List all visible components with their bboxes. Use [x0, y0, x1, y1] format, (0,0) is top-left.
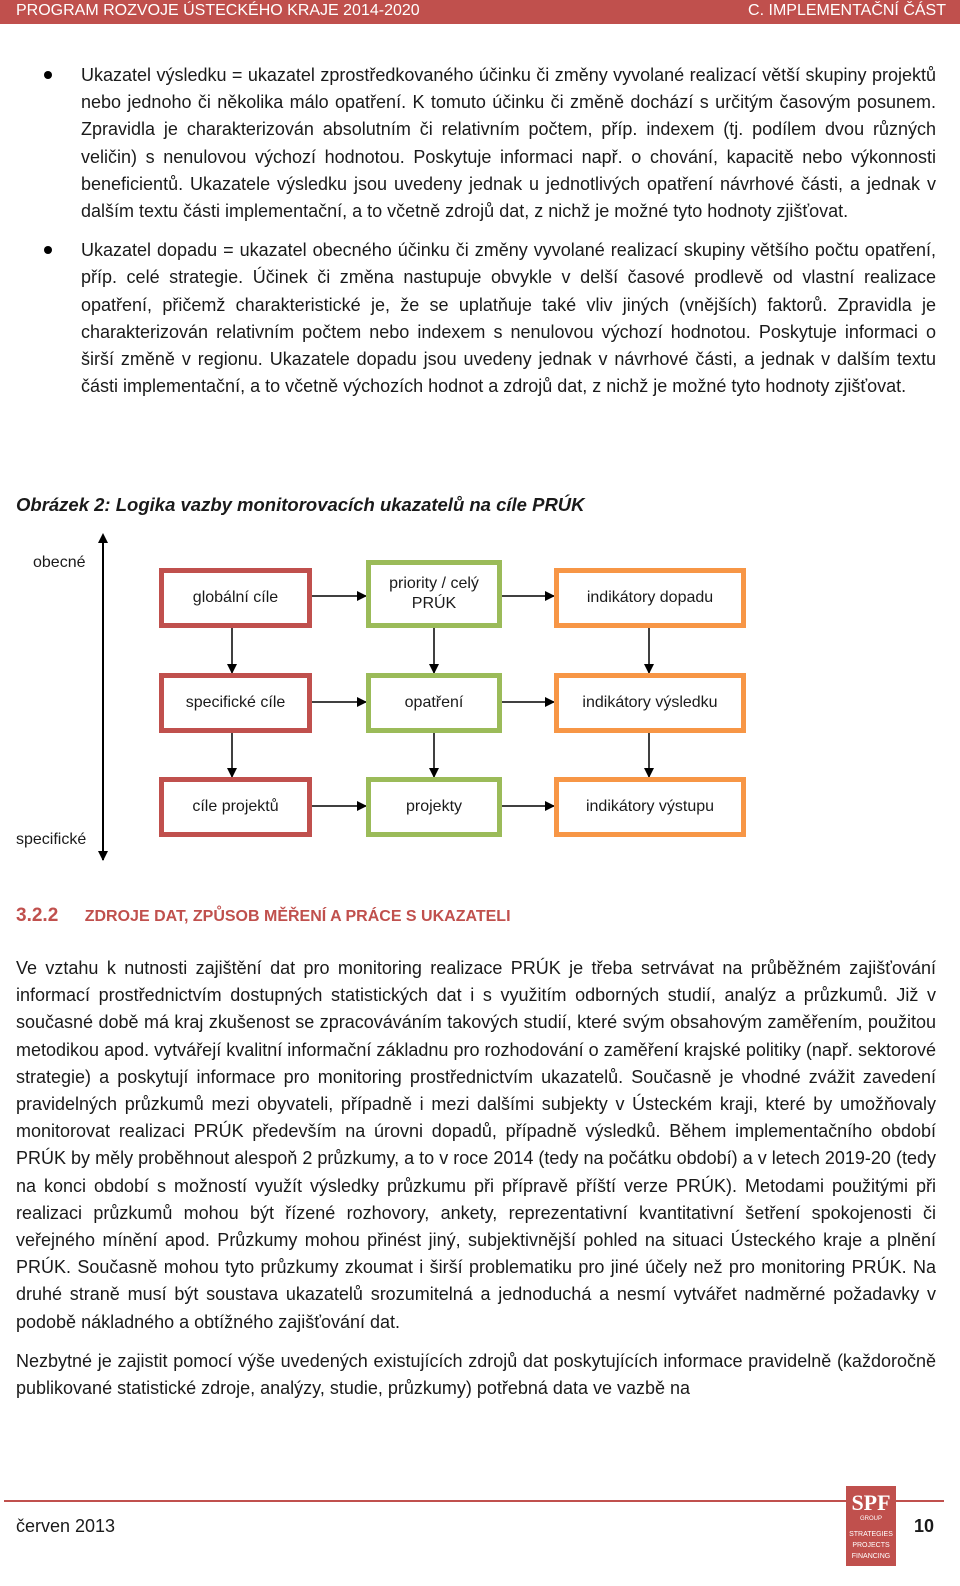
axis-label-specific: specifické	[16, 831, 87, 848]
box-priorities: priority / celý PRÚK	[366, 560, 502, 628]
spf-group-logo	[846, 1486, 896, 1566]
paragraph: Nezbytné je zajistit pomocí výše uvedených existujících zdrojů dat poskytujících informace pravidelně (každoročně publikované statistické zdroje, analýzy, studie, průzkumy) potřebná data ve vazbě na	[16, 1350, 936, 1399]
footer-rule	[4, 1500, 944, 1502]
svg-text:SPF: SPF	[851, 1490, 891, 1515]
footer-date: červen 2013	[16, 1516, 116, 1536]
box-projects: projekty	[366, 777, 502, 837]
section-heading	[16, 905, 511, 927]
bullet-result-indicator	[0, 62, 936, 225]
bullet-impact-indicator	[0, 237, 936, 400]
box-impact-indicators: indikátory dopadu	[554, 568, 746, 628]
bullet-text: Ukazatel výsledku = ukazatel zprostředkovaného účinku či změny vyvolané realizací větší skupiny projektů nebo jednoho či několika málo opatření. K tomuto účinku či změně dochází s určitým časovým posunem. Zpravidla je charakterizován absolutním či relativním počtem, příp. indexem (tj. podílem dvou různých veličin) s nenulovou výchozí hodnotou. Poskytuje informaci např. o chování, kapacitě nebo výkonnosti beneficientů. Ukazatele výsledku jsou uvedeny jednak u jednotlivých opatření návrhové části, a jednak v dalším textu části implementační, a to včetně zdrojů dat, z nichž je možné tyto hodnoty zjišťovat.	[81, 65, 936, 222]
header-section-title: C. IMPLEMENTAČNÍ ČÁST	[748, 2, 946, 19]
box-project-goals: cíle projektů	[159, 777, 312, 837]
bullet-icon	[44, 246, 52, 254]
running-header	[0, 0, 960, 24]
box-output-indicators: indikátory výstupu	[554, 777, 746, 837]
box-measures: opatření	[366, 673, 502, 733]
axis-label-general: obecné	[33, 554, 86, 571]
page-number: 10	[913, 1516, 934, 1536]
logic-diagram	[0, 530, 960, 870]
body-text	[16, 955, 936, 1414]
svg-text:STRATEGIES: STRATEGIES	[849, 1531, 893, 1538]
section-title: ZDROJE DAT, ZPŮSOB MĚŘENÍ A PRÁCE S UKAZATELI	[84, 908, 511, 925]
box-global-goals: globální cíle	[159, 568, 312, 628]
header-program-title: PROGRAM ROZVOJE ÚSTECKÉHO KRAJE 2014-2020	[16, 2, 420, 19]
svg-text:PROJECTS: PROJECTS	[852, 1542, 890, 1549]
section-number: 3.2.2	[16, 905, 59, 926]
bullet-icon	[44, 71, 52, 79]
figure-caption: Obrázek 2: Logika vazby monitorovacích ukazatelů na cíle PRÚK	[16, 494, 585, 515]
box-result-indicators: indikátory výsledku	[554, 673, 746, 733]
svg-text:FINANCING: FINANCING	[851, 1553, 891, 1560]
paragraph: Ve vztahu k nutnosti zajištění dat pro monitoring realizace PRÚK je třeba setrvávat na průběžném zajišťování informací prostřednictvím dostupných statistických dat i s využitím odborných studií, analýz a průzkumů. Již v současné době má kraj zkušenost se zpracováváním takových studií, které svým obsahovým zaměřením, použitou metodikou apod. vytvářejí kvalitní informační základnu pro rozhodování o zaměření krajské politiky (např. sektorové strategie) a poskytují informace pro monitoring prostřednictvím ukazatelů. Současně je vhodné zvážit zavedení pravidelných průzkumů mezi obyvateli, případně i mezi dalšími subjekty v Ústeckém kraji, které by umožňovaly monitorovat realizaci PRÚK především na úrovni dopadů, případně výsledků. Během implementačního období PRÚK by měly proběhnout alespoň 2 průzkumy, a to v roce 2014 (tedy na počátku období) a v letech 2019-20 (tedy na konci období s možností využít výsledky průzkumu při přípravě příští verze PRÚK). Metodami použitými při realizaci průzkumů mohou být řízené rozhovory, ankety, reprezentativní kvantitativní šetření spokojenosti či veřejného mínění apod. Průzkumy mohou přinést jiný, subjektivnější pohled na situaci Ústeckého kraje a plnění PRÚK. Současně mohou tyto průzkumy zkoumat i širší problematiku pro jiné účely než pro monitoring PRÚK. Na druhé straně musí být soustava ukazatelů srozumitelná a jednoduchá a nesmí vytvářet nadměrné požadavky v podobě nákladného a obtížného zajišťování dat.	[16, 958, 936, 1332]
svg-text:GROUP: GROUP	[859, 1516, 883, 1522]
box-specific-goals: specifické cíle	[159, 673, 312, 733]
bullet-text: Ukazatel dopadu = ukazatel obecného účinku či změny vyvolané realizací skupiny většího počtu opatření, příp. celé strategie. Účinek či změna nastupuje obvykle v delší časové prodlevě od vlastní realizace opatření, přičemž charakteristické je, že se uplatňuje také vliv jiných (vnějších) faktorů. Zpravidla je charakterizován relativním počtem nebo indexem s nenulovou výchozí hodnotou. Poskytuje informaci o širší změně v regionu. Ukazatele dopadu jsou uvedeny jednak v návrhové části, a jednak v dalším textu části implementační, a to včetně výchozích hodnot a zdrojů dat, z nichž je možné tyto hodnoty zjišťovat.	[81, 240, 936, 397]
definition-list	[0, 62, 960, 412]
